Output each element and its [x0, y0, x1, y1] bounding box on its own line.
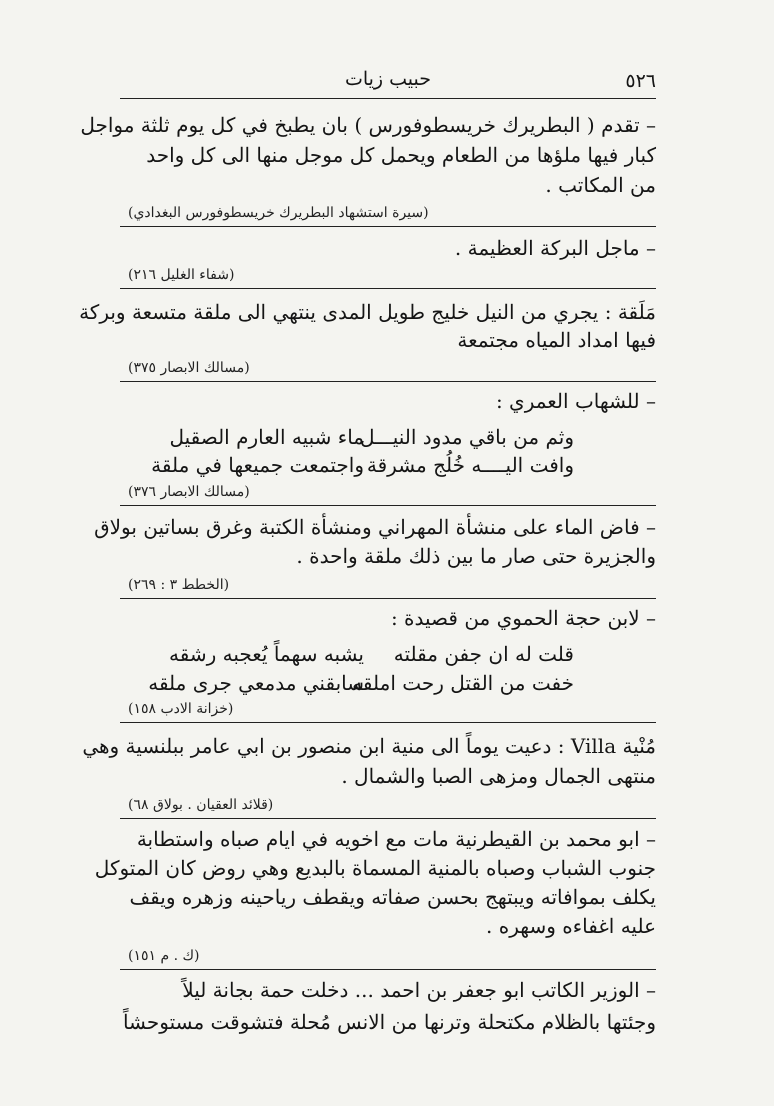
page-header	[120, 64, 656, 99]
text-line: فيها امداد المياه مجتمعة	[457, 328, 656, 352]
divider	[120, 226, 656, 227]
text-line: – لابن حجة الحموي من قصيدة :	[390, 606, 656, 630]
source-citation: (سيرة استشهاد البطريرك خريسطوفورس البغدادي)	[128, 205, 429, 221]
divider	[120, 381, 656, 382]
text-line: عليه اغفاءه وسهره .	[486, 914, 656, 938]
text-line: – فاض الماء على منشأة المهراني ومنشأة الكتبة وغرق بساتين بولاق	[94, 515, 656, 539]
source-citation: (شفاء الغليل ٢١٦)	[128, 267, 235, 283]
page-number: ٥٢٦	[625, 70, 656, 92]
text-line: – للشهاب العمري :	[495, 389, 656, 413]
text-line: مَلَقة : يجري من النيل خليج طويل المدى ينتهي الى ملقة متسعة وبركة	[79, 300, 656, 324]
verse-hemistich: يشبه سهماً يُعجبه رشقه	[168, 642, 364, 666]
source-citation: (قلائد العقيان . بولاق ٦٨)	[128, 797, 274, 813]
text-line: وجئتها بالظلام مكتحلة وترنها من الانس مُحلة فتشوقت مستوحشاً	[122, 1010, 656, 1034]
source-citation: (خزانة الادب ١٥٨)	[128, 701, 234, 717]
verse-hemistich: سابقني مدمعي جرى ملقه	[148, 671, 364, 695]
text-line: – ابو محمد بن القيطرنية مات مع اخويه في ايام صباه واستطابة	[136, 827, 656, 851]
text-line: من المكاتب .	[545, 173, 656, 197]
divider	[120, 288, 656, 289]
source-citation: (الخطط ٣ : ٢٦٩)	[128, 577, 230, 593]
divider	[120, 969, 656, 970]
text-line: كبار فيها ملؤها من الطعام ويحمل كل موجل منها الى كل واحد	[146, 143, 656, 167]
text-line: – ماجل البركة العظيمة .	[454, 236, 656, 260]
source-citation: (مسالك الابصار ٣٧٥)	[128, 360, 250, 376]
verse-hemistich: قلت له ان جفن مقلته	[393, 642, 574, 666]
verse-hemistich: واجتمعت جميعها في ملقة	[151, 453, 364, 477]
verse-hemistich: ماء شبيه العارم الصقيل	[169, 425, 364, 449]
source-citation: (ك . م ١٥١)	[128, 948, 200, 964]
text-line: – الوزير الكاتب ابو جعفر بن احمد ... دخلت حمة بجانة ليلاً	[182, 978, 656, 1002]
text-line: مُنْية Villa : دعيت يوماً الى منية ابن منصور بن ابي عامر ببلنسية وهي	[82, 734, 656, 758]
divider	[120, 505, 656, 506]
divider	[120, 818, 656, 819]
verse-hemistich: وافت اليــــه خُلُج مشرقة	[366, 453, 574, 477]
verse-hemistich: وثم من باقي مدود النيـــل	[359, 425, 574, 449]
text-line: والجزيرة حتى صار ما بين ذلك ملقة واحدة .	[296, 544, 656, 568]
verse-hemistich: خفت من القتل رحت املقه	[352, 671, 574, 695]
running-title: حبيب زيات	[344, 68, 432, 90]
text-line: يكلف بموافاته ويبتهج بحسن صفاته ويقطف رياحينه وزهره ويقف	[129, 885, 656, 909]
divider	[120, 598, 656, 599]
divider	[120, 722, 656, 723]
source-citation: (مسالك الابصار ٣٧٦)	[128, 484, 250, 500]
text-line: – تقدم ( البطريرك خريسطوفورس ) بان يطبخ في كل يوم ثلثة مواجل	[80, 113, 656, 137]
text-line: جنوب الشباب وصباه بالمنية المسماة بالبديع وهي روض كان المتوكل	[94, 856, 656, 880]
text-line: منتهى الجمال ومزهى الصبا والشمال .	[341, 764, 656, 788]
